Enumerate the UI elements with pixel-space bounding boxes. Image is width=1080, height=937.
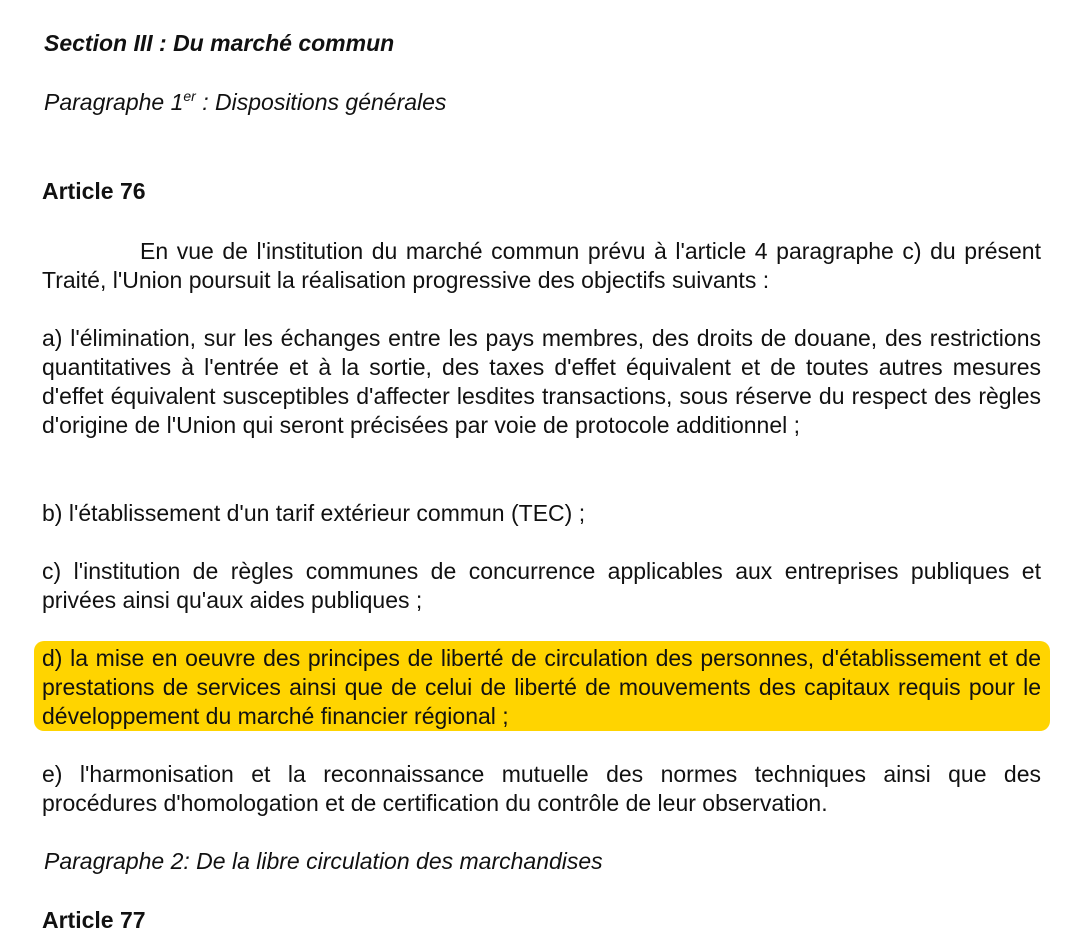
article-76-item-b: b) l'établissement d'un tarif extérieur commun (TEC) ; bbox=[42, 500, 586, 526]
article-76-title: Article 76 bbox=[42, 178, 146, 204]
article-76-intro: En vue de l'institution du marché commun prévu à l'article 4 paragraphe c) du présent Traité, l'Union poursuit la réalisation progressive des objectifs suivants : bbox=[42, 238, 1041, 293]
article-76-item-d-highlighted: d) la mise en oeuvre des principes de liberté de circulation des personnes, d'établissement et de prestations de services ainsi que de celui de liberté de mouvements des capitaux requis pour le développement du marché financier régional ; bbox=[42, 645, 1041, 729]
paragraph-1-heading bbox=[44, 89, 446, 116]
article-76-item-a: a) l'élimination, sur les échanges entre les pays membres, des droits de douane, des restrictions quantitatives à l'entrée et à la sortie, des taxes d'effet équivalent et de toutes autres mesures d'effet équivalent susceptibles d'affecter lesdites transactions, sous réserve du respect des règles d'origine de l'Union qui seront précisées par voie de protocole additionnel ; bbox=[42, 325, 1041, 438]
paragraph-1-title: : Dispositions générales bbox=[195, 89, 447, 115]
paragraph-1-superscript: er bbox=[183, 88, 196, 104]
article-76-item-c: c) l'institution de règles communes de concurrence applicables aux entreprises publiques et privées ainsi qu'aux aides publiques ; bbox=[42, 558, 1041, 613]
paragraph-2-heading: Paragraphe 2: De la libre circulation des marchandises bbox=[44, 848, 603, 874]
article-76-item-e: e) l'harmonisation et la reconnaissance mutuelle des normes techniques ainsi que des procédures d'homologation et de certification du contrôle de leur observation. bbox=[42, 761, 1041, 816]
paragraph-1-label: Paragraphe 1 bbox=[44, 89, 184, 115]
article-77-title: Article 77 bbox=[42, 907, 146, 933]
section-title: Section III : Du marché commun bbox=[44, 30, 395, 56]
